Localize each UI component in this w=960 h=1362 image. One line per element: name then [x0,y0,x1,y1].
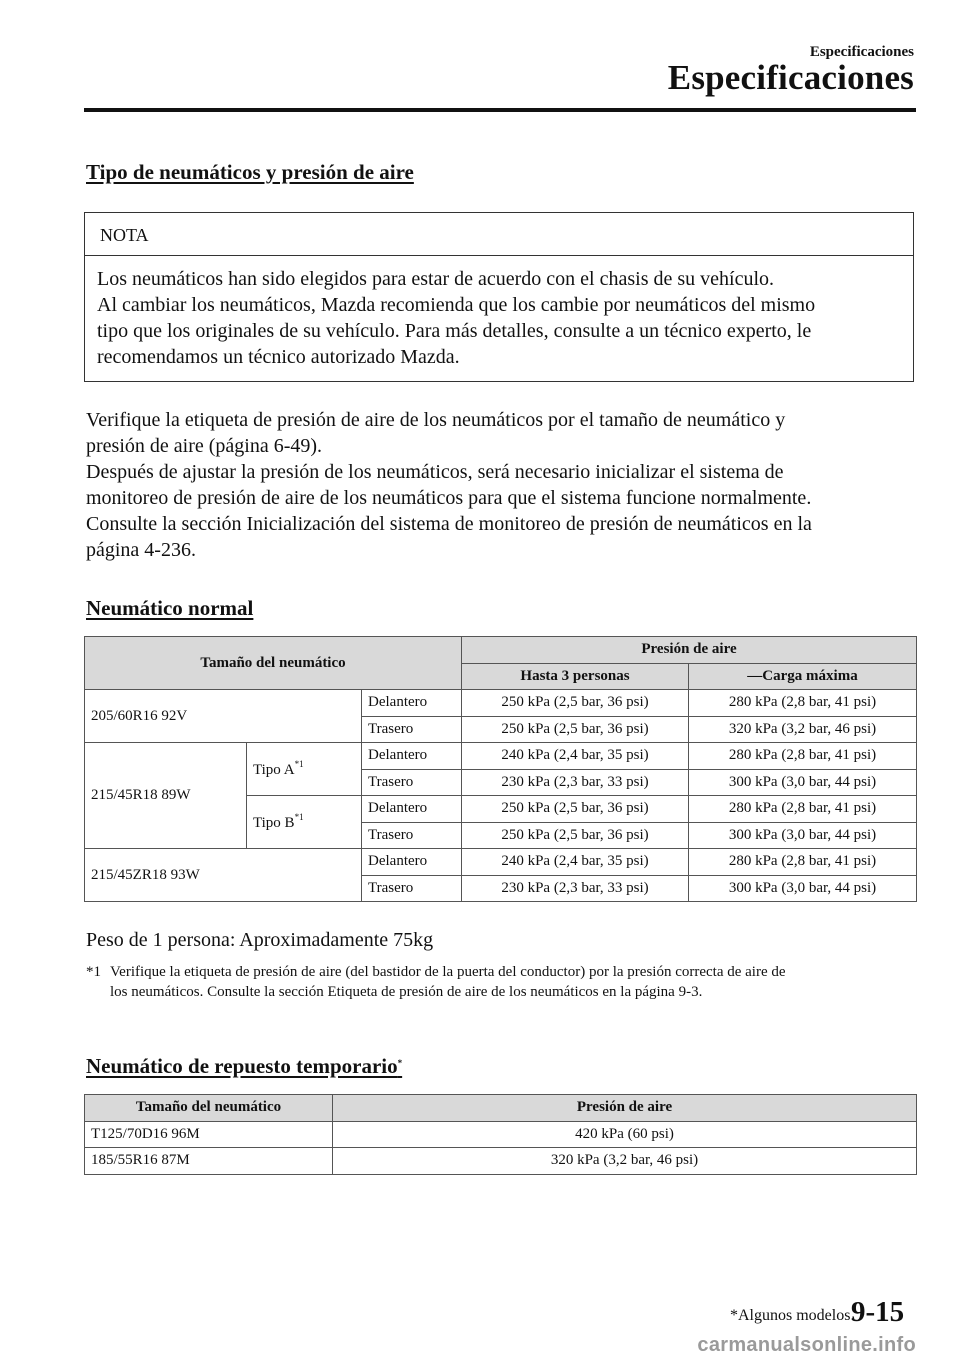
table-row [85,743,917,770]
position-cell: Delantero [362,690,462,717]
body-line: Verifique la etiqueta de presión de aire de los neumáticos por el tamaño de neumático y [86,409,786,431]
pressure-cell: 250 kPa (2,5 bar, 36 psi) [462,690,689,717]
body-line: Consulte la sección Inicialización del sistema de monitoreo de presión de neumáticos en la [86,513,812,535]
pressure-cell: 230 kPa (2,3 bar, 33 psi) [462,875,689,902]
footnote-line [86,962,916,982]
footnote-mark: *1 [86,964,101,980]
tire-type-cell [247,796,362,849]
tire-instructions [86,407,918,563]
spare-tire-title-text: Neumático de repuesto temporario [86,1054,398,1078]
tire-size-cell: 215/45R18 89W [85,743,247,849]
pressure-cell: 280 kPa (2,8 bar, 41 psi) [689,690,917,717]
note-body [85,256,913,370]
position-cell: Delantero [362,849,462,876]
tire-size-cell: 205/60R16 92V [85,690,362,743]
pressure-cell: 300 kPa (3,0 bar, 44 psi) [689,822,917,849]
normal-tire-title: Neumático normal [86,596,254,620]
running-header-title: Especificaciones [667,58,914,97]
tire-size-cell: T125/70D16 96M [85,1121,333,1148]
pressure-cell: 420 kPa (60 psi) [333,1121,917,1148]
tire-type-label: Tipo A [253,762,295,778]
header-air-pressure: Presión de aire [333,1095,917,1122]
spare-tire-title [86,1054,402,1079]
header-air-pressure: Presión de aire [462,637,917,664]
footnote-text: los neumáticos. Consulte la sección Etiqueta de presión de aire de los neumáticos en la página 9-3. [110,984,703,1000]
header-tire-size: Tamaño del neumático [85,637,462,690]
table-row [85,1148,917,1175]
tire-type-cell [247,743,362,796]
pressure-cell: 250 kPa (2,5 bar, 36 psi) [462,822,689,849]
header-rule [84,108,916,112]
header-tire-size: Tamaño del neumático [85,1095,333,1122]
pressure-cell: 230 kPa (2,3 bar, 33 psi) [462,769,689,796]
pressure-cell: 320 kPa (3,2 bar, 46 psi) [689,716,917,743]
table-row [85,1121,917,1148]
body-line: Después de ajustar la presión de los neumáticos, será necesario inicializar el sistema de [86,461,784,483]
position-cell: Trasero [362,769,462,796]
pressure-cell: 250 kPa (2,5 bar, 36 psi) [462,716,689,743]
note-line: Los neumáticos han sido elegidos para estar de acuerdo con el chasis de su vehículo. [97,268,775,290]
running-header-small: Especificaciones [809,44,914,60]
position-cell: Delantero [362,743,462,770]
page-number: 9-15 [851,1296,905,1328]
body-line: presión de aire (página 6-49). [86,435,323,457]
tire-size-cell: 185/55R16 87M [85,1148,333,1175]
note-box [84,212,914,382]
spare-tire-table [84,1094,917,1175]
tire-type-label: Tipo B [253,815,295,831]
header-max-load: —Carga máxima [689,663,917,690]
footnote-mark: *1 [294,812,304,822]
normal-tire-table [84,636,917,902]
pressure-cell: 300 kPa (3,0 bar, 44 psi) [689,875,917,902]
note-line: recomendamos un técnico autorizado Mazda. [97,346,460,368]
body-line: monitoreo de presión de aire de los neumáticos para que el sistema funcione normalmente. [86,487,812,509]
tire-section-title: Tipo de neumáticos y presión de aire [86,160,414,184]
weight-note: Peso de 1 persona: Aproximadamente 75kg [86,929,434,951]
tire-size-cell: 215/45ZR18 93W [85,849,362,902]
note-heading: NOTA [85,213,913,256]
footnote [86,962,916,1002]
models-note: *Algunos modelos. [730,1307,855,1324]
table-row [85,690,917,717]
note-line: Al cambiar los neumáticos, Mazda recomienda que los cambie por neumáticos del mismo [97,294,816,316]
pressure-cell: 240 kPa (2,4 bar, 35 psi) [462,849,689,876]
pressure-cell: 300 kPa (3,0 bar, 44 psi) [689,769,917,796]
body-line: página 4-236. [86,539,196,561]
pressure-cell: 280 kPa (2,8 bar, 41 psi) [689,849,917,876]
footnote-mark: *1 [294,759,304,769]
position-cell: Trasero [362,716,462,743]
position-cell: Trasero [362,822,462,849]
watermark: carmanualsonline.info [697,1334,916,1356]
pressure-cell: 280 kPa (2,8 bar, 41 psi) [689,796,917,823]
position-cell: Delantero [362,796,462,823]
table-row [85,849,917,876]
footnote-text: Verifique la etiqueta de presión de aire (del bastidor de la puerta del conductor) por la presión correcta de aire de [110,964,786,980]
pressure-cell: 250 kPa (2,5 bar, 36 psi) [462,796,689,823]
header-up-to-3: Hasta 3 personas [462,663,689,690]
pressure-cell: 280 kPa (2,8 bar, 41 psi) [689,743,917,770]
position-cell: Trasero [362,875,462,902]
pressure-cell: 240 kPa (2,4 bar, 35 psi) [462,743,689,770]
title-mark: * [397,1058,403,1068]
note-line: tipo que los originales de su vehículo. Para más detalles, consulte a un técnico experto, le [97,320,812,342]
pressure-cell: 320 kPa (3,2 bar, 46 psi) [333,1148,917,1175]
